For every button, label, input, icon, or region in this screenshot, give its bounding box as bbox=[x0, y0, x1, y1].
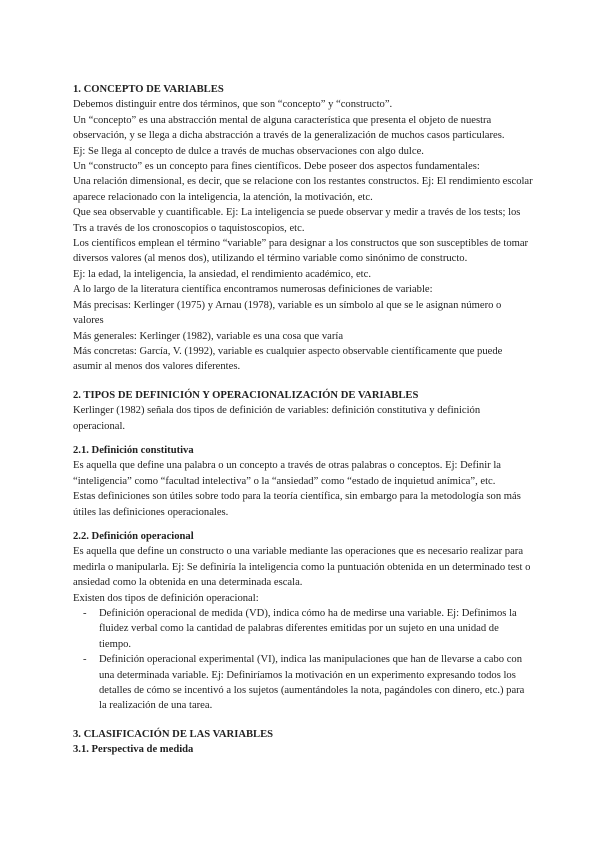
paragraph: Más generales: Kerlinger (1982), variable es una cosa que varía bbox=[73, 330, 344, 342]
paragraph: A lo largo de la literatura científica encontramos numerosas definiciones de variable: bbox=[73, 284, 433, 296]
section-1-heading: 1. CONCEPTO DE VARIABLES bbox=[73, 84, 224, 95]
section-2-heading: 2. TIPOS DE DEFINICIÓN Y OPERACIONALIZACIÓN DE VARIABLES bbox=[73, 389, 419, 401]
list-item-text: Definición operacional experimental (VI), indica las manipulaciones que han de llevarse a cabo con una determinada variable. Ej: Definiríamos la motivación en un experimento expresando todos los detalles de cómo se incentivó a los sujetos (aumentándoles la nota, pagándoles con dinero, etc.) para la realización de una tarea. bbox=[99, 654, 525, 712]
paragraph: Estas definiciones son útiles sobre todo para la teoría científica, sin embargo para la metodología son más útiles las definiciones operacionales. bbox=[73, 491, 521, 518]
document-page bbox=[73, 82, 533, 758]
spacer bbox=[73, 434, 533, 443]
spacer bbox=[73, 714, 533, 727]
dash-bullet: - bbox=[83, 608, 87, 619]
subsection-2-2-heading: 2.2. Definición operacional bbox=[73, 530, 194, 542]
paragraph: Ej: Se llega al concepto de dulce a través de muchas observaciones con algo dulce. bbox=[73, 145, 424, 157]
paragraph: Más precisas: Kerlinger (1975) y Arnau (1978), variable es un símbolo al que se le asignan número o valores bbox=[73, 299, 502, 327]
paragraph: Que sea observable y cuantificable. Ej: La inteligencia se puede observar y medir a través de los tests; los Trs a través de los cronoscopios o taquistoscopios, etc. bbox=[73, 207, 521, 234]
paragraph: Un “concepto” es una abstracción mental de alguna característica que presenta el objeto de nuestra observación, y se llega a dicha abstracción a través de la generalización de muchos casos particulares. bbox=[73, 114, 505, 142]
dash-bullet: - bbox=[83, 654, 87, 666]
paragraph: Es aquella que define un constructo o una variable mediante las operaciones que es necesario realizar para medirla o manipularla. Ej: Se definiría la inteligencia como la puntuación obtenida en un determinado test o ansiedad como la obtenida en una determinada escala. bbox=[73, 546, 531, 589]
list-item bbox=[73, 606, 533, 652]
subsection-3-1-heading: 3.1. Perspectiva de medida bbox=[73, 744, 194, 756]
section-3-heading: 3. CLASIFICACIÓN DE LAS VARIABLES bbox=[73, 728, 274, 740]
paragraph: Existen dos tipos de definición operacional: bbox=[73, 592, 259, 604]
definition-list bbox=[73, 606, 533, 714]
paragraph: Ej: la edad, la inteligencia, la ansiedad, el rendimiento académico, etc. bbox=[73, 268, 371, 280]
list-item bbox=[73, 652, 533, 714]
list-item-text: Definición operacional de medida (VD), indica cómo ha de medirse una variable. Ej: Definimos la fluidez verbal como la cantidad de palabras diferentes emitidas por un sujeto en una unidad de tiempo. bbox=[99, 608, 517, 650]
spacer bbox=[73, 375, 533, 388]
paragraph: Los científicos emplean el término “variable” para designar a los constructos que son susceptibles de tomar diversos valores (al menos dos), utilizando el término variable como sinónimo de constructo. bbox=[73, 238, 529, 265]
paragraph: Es aquella que define una palabra o un concepto a través de otras palabras o conceptos. Ej: Definir la “inteligencia” como “facultad intelectiva” o la “ansiedad” como “estado de inquietud anímica”, etc. bbox=[73, 460, 501, 487]
paragraph: Un “constructo” es un concepto para fines científicos. Debe poseer dos aspectos fundamentales: bbox=[73, 161, 480, 173]
paragraph: Más concretas: García, V. (1992), variable es cualquier aspecto observable científicamente que puede asumir al menos dos valores diferentes. bbox=[73, 345, 503, 373]
paragraph: Kerlinger (1982) señala dos tipos de definición de variables: definición constitutiva y definición operacional. bbox=[73, 405, 481, 432]
subsection-2-1-heading: 2.1. Definición constitutiva bbox=[73, 444, 194, 456]
paragraph: Una relación dimensional, es decir, que se relacione con los restantes constructos. Ej: El rendimiento escolar aparece relacionado con la inteligencia, la atención, la motivación, etc. bbox=[73, 176, 533, 203]
spacer bbox=[73, 520, 533, 529]
paragraph: Debemos distinguir entre dos términos, que son “concepto” y “constructo”. bbox=[73, 99, 393, 111]
